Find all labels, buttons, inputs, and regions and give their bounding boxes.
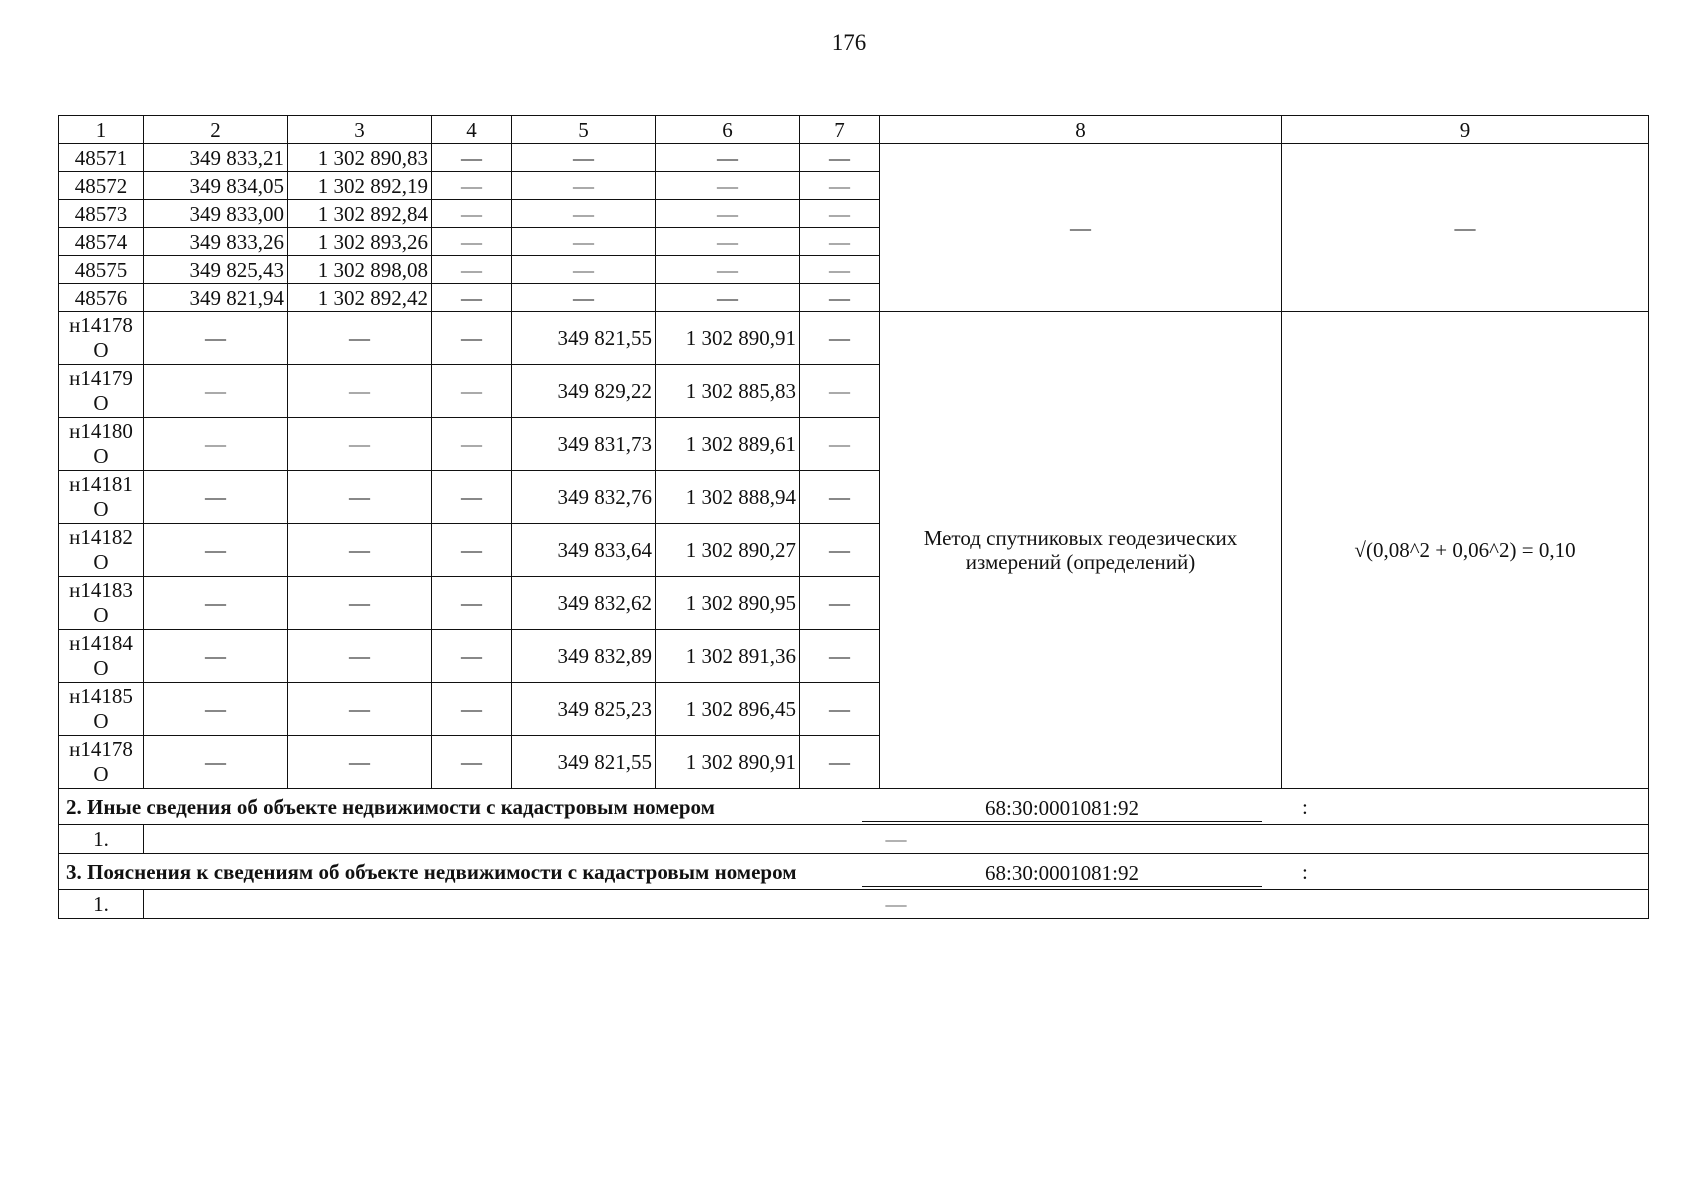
section2-header-content — [62, 795, 1645, 819]
dash-cell: — — [288, 312, 432, 365]
coord-x-old: 349 821,94 — [144, 284, 288, 312]
coord-x-new: 349 832,76 — [512, 471, 656, 524]
section3-header-row — [59, 854, 1649, 890]
column-header: 5 — [512, 116, 656, 144]
dash-cell: — — [288, 630, 432, 683]
point-id — [59, 312, 144, 365]
column-header: 4 — [432, 116, 512, 144]
point-id-suffix: О — [93, 709, 109, 733]
dash-cell: — — [144, 365, 288, 418]
dash-cell: — — [432, 471, 512, 524]
coord-x-new: 349 833,64 — [512, 524, 656, 577]
coord-y-old: 1 302 892,84 — [288, 200, 432, 228]
coord-x-new: 349 821,55 — [512, 736, 656, 789]
dash-cell: — — [656, 256, 800, 284]
dash-cell: — — [432, 256, 512, 284]
point-id: 48572 — [59, 172, 144, 200]
point-id: 48575 — [59, 256, 144, 284]
item-number: 1. — [59, 825, 144, 854]
dash-cell: — — [800, 284, 880, 312]
coord-y-old: 1 302 893,26 — [288, 228, 432, 256]
point-id-suffix: О — [93, 497, 109, 521]
dash-cell: — — [800, 312, 880, 365]
coord-y-new: 1 302 885,83 — [656, 365, 800, 418]
coord-x-new: 349 821,55 — [512, 312, 656, 365]
coord-y-old: 1 302 892,42 — [288, 284, 432, 312]
section3-item-row — [59, 890, 1649, 919]
point-id-suffix: О — [93, 444, 109, 468]
dash-cell: — — [800, 144, 880, 172]
column-number-row — [59, 116, 1649, 144]
coord-x-new: 349 832,89 — [512, 630, 656, 683]
point-id-suffix: О — [93, 603, 109, 627]
column-header: 8 — [880, 116, 1282, 144]
column-header: 2 — [144, 116, 288, 144]
point-id-number: н14184 — [69, 631, 133, 655]
dash-cell: — — [288, 418, 432, 471]
point-id-suffix: О — [93, 338, 109, 362]
dash-cell: — — [432, 228, 512, 256]
point-id-number: н14180 — [69, 419, 133, 443]
column-header: 1 — [59, 116, 144, 144]
accuracy-cell-existing: — — [1282, 144, 1649, 312]
section3-header — [59, 854, 1649, 890]
dash-cell: — — [288, 683, 432, 736]
dash-cell: — — [800, 228, 880, 256]
coord-x-new: 349 832,62 — [512, 577, 656, 630]
dash-cell: — — [144, 312, 288, 365]
dash-cell: — — [656, 144, 800, 172]
point-id-number: н14178 — [69, 313, 133, 337]
dash-cell: — — [800, 577, 880, 630]
coord-y-old: 1 302 890,83 — [288, 144, 432, 172]
dash-cell: — — [144, 524, 288, 577]
point-id — [59, 630, 144, 683]
dash-cell: — — [800, 683, 880, 736]
coord-y-old: 1 302 898,08 — [288, 256, 432, 284]
dash-cell: — — [144, 736, 288, 789]
dash-cell: — — [432, 683, 512, 736]
point-id: 48571 — [59, 144, 144, 172]
method-cell: Метод спутниковых геодезических измерений (определений) — [880, 312, 1282, 789]
column-header: 7 — [800, 116, 880, 144]
dash-cell: — — [432, 200, 512, 228]
dash-cell: — — [512, 256, 656, 284]
point-id — [59, 418, 144, 471]
coord-x-old: 349 833,21 — [144, 144, 288, 172]
dash-cell: — — [432, 144, 512, 172]
point-id-number: н14185 — [69, 684, 133, 708]
item-number: 1. — [59, 890, 144, 919]
page-number: 176 — [831, 30, 867, 55]
coord-y-new: 1 302 888,94 — [656, 471, 800, 524]
dash-cell: — — [800, 736, 880, 789]
point-id-number: н14182 — [69, 525, 133, 549]
dash-cell: — — [432, 312, 512, 365]
dash-cell: — — [800, 524, 880, 577]
dash-cell: — — [288, 471, 432, 524]
point-id-suffix: О — [93, 550, 109, 574]
coord-x-new: 349 825,23 — [512, 683, 656, 736]
dash-cell: — — [656, 200, 800, 228]
dash-cell: — — [432, 418, 512, 471]
dash-cell: — — [144, 418, 288, 471]
point-id — [59, 577, 144, 630]
point-id-number: н14183 — [69, 578, 133, 602]
dash-cell: — — [144, 683, 288, 736]
coord-x-new: 349 831,73 — [512, 418, 656, 471]
dash-cell: — — [512, 144, 656, 172]
dash-cell: — — [512, 200, 656, 228]
dash-cell: — — [800, 172, 880, 200]
section3-header-content — [62, 860, 1645, 884]
coord-x-new: 349 829,22 — [512, 365, 656, 418]
dash-cell: — — [288, 736, 432, 789]
dash-cell: — — [288, 524, 432, 577]
point-id-number: н14178 — [69, 737, 133, 761]
cadastral-number: 68:30:0001081:92 — [862, 795, 1262, 822]
item-value: — — [144, 890, 1649, 919]
point-id — [59, 471, 144, 524]
point-id-suffix: О — [93, 762, 109, 786]
dash-cell: — — [432, 736, 512, 789]
dash-cell: — — [432, 577, 512, 630]
coord-y-old: 1 302 892,19 — [288, 172, 432, 200]
column-header: 6 — [656, 116, 800, 144]
coord-y-new: 1 302 890,27 — [656, 524, 800, 577]
point-id-suffix: О — [93, 656, 109, 680]
section2-item-row — [59, 825, 1649, 854]
dash-cell: — — [432, 284, 512, 312]
section2-header-row — [59, 789, 1649, 825]
dash-cell: — — [512, 284, 656, 312]
dash-cell: — — [144, 630, 288, 683]
point-id: 48576 — [59, 284, 144, 312]
dash-cell: — — [432, 172, 512, 200]
section-title: 3. Пояснения к сведениям об объекте недвижимости с кадастровым номером — [66, 859, 797, 884]
method-cell-existing: — — [880, 144, 1282, 312]
point-id — [59, 736, 144, 789]
point-id — [59, 524, 144, 577]
point-id: 48574 — [59, 228, 144, 256]
dash-cell: — — [656, 228, 800, 256]
dash-cell: — — [144, 471, 288, 524]
coord-x-old: 349 833,26 — [144, 228, 288, 256]
dash-cell: — — [432, 524, 512, 577]
dash-cell: — — [800, 365, 880, 418]
item-value: — — [144, 825, 1649, 854]
dash-cell: — — [288, 365, 432, 418]
dash-cell: — — [144, 577, 288, 630]
dash-cell: — — [288, 577, 432, 630]
dash-cell: — — [432, 630, 512, 683]
dash-cell: — — [800, 630, 880, 683]
column-header: 3 — [288, 116, 432, 144]
point-id-suffix: О — [93, 391, 109, 415]
coord-x-old: 349 833,00 — [144, 200, 288, 228]
point-id — [59, 683, 144, 736]
colon: : — [1302, 794, 1308, 819]
coordinates-table — [58, 115, 1649, 919]
coord-x-old: 349 834,05 — [144, 172, 288, 200]
dash-cell: — — [800, 471, 880, 524]
table-row — [59, 144, 1649, 172]
point-id: 48573 — [59, 200, 144, 228]
point-id-number: н14179 — [69, 366, 133, 390]
coord-y-new: 1 302 891,36 — [656, 630, 800, 683]
column-header: 9 — [1282, 116, 1649, 144]
coord-y-new: 1 302 890,91 — [656, 312, 800, 365]
point-id-number: н14181 — [69, 472, 133, 496]
section-title: 2. Иные сведения об объекте недвижимости с кадастровым номером — [66, 794, 715, 819]
dash-cell: — — [800, 256, 880, 284]
coord-y-new: 1 302 890,91 — [656, 736, 800, 789]
coord-y-new: 1 302 890,95 — [656, 577, 800, 630]
dash-cell: — — [800, 200, 880, 228]
accuracy-cell: √(0,08^2 + 0,06^2) = 0,10 — [1282, 312, 1649, 789]
point-id — [59, 365, 144, 418]
table-row — [59, 312, 1649, 365]
dash-cell: — — [800, 418, 880, 471]
dash-cell: — — [432, 365, 512, 418]
dash-cell: — — [656, 284, 800, 312]
dash-cell: — — [656, 172, 800, 200]
dash-cell: — — [512, 228, 656, 256]
section2-header — [59, 789, 1649, 825]
coord-x-old: 349 825,43 — [144, 256, 288, 284]
dash-cell: — — [512, 172, 656, 200]
colon: : — [1302, 859, 1308, 884]
coord-y-new: 1 302 889,61 — [656, 418, 800, 471]
coord-y-new: 1 302 896,45 — [656, 683, 800, 736]
cadastral-number: 68:30:0001081:92 — [862, 860, 1262, 887]
